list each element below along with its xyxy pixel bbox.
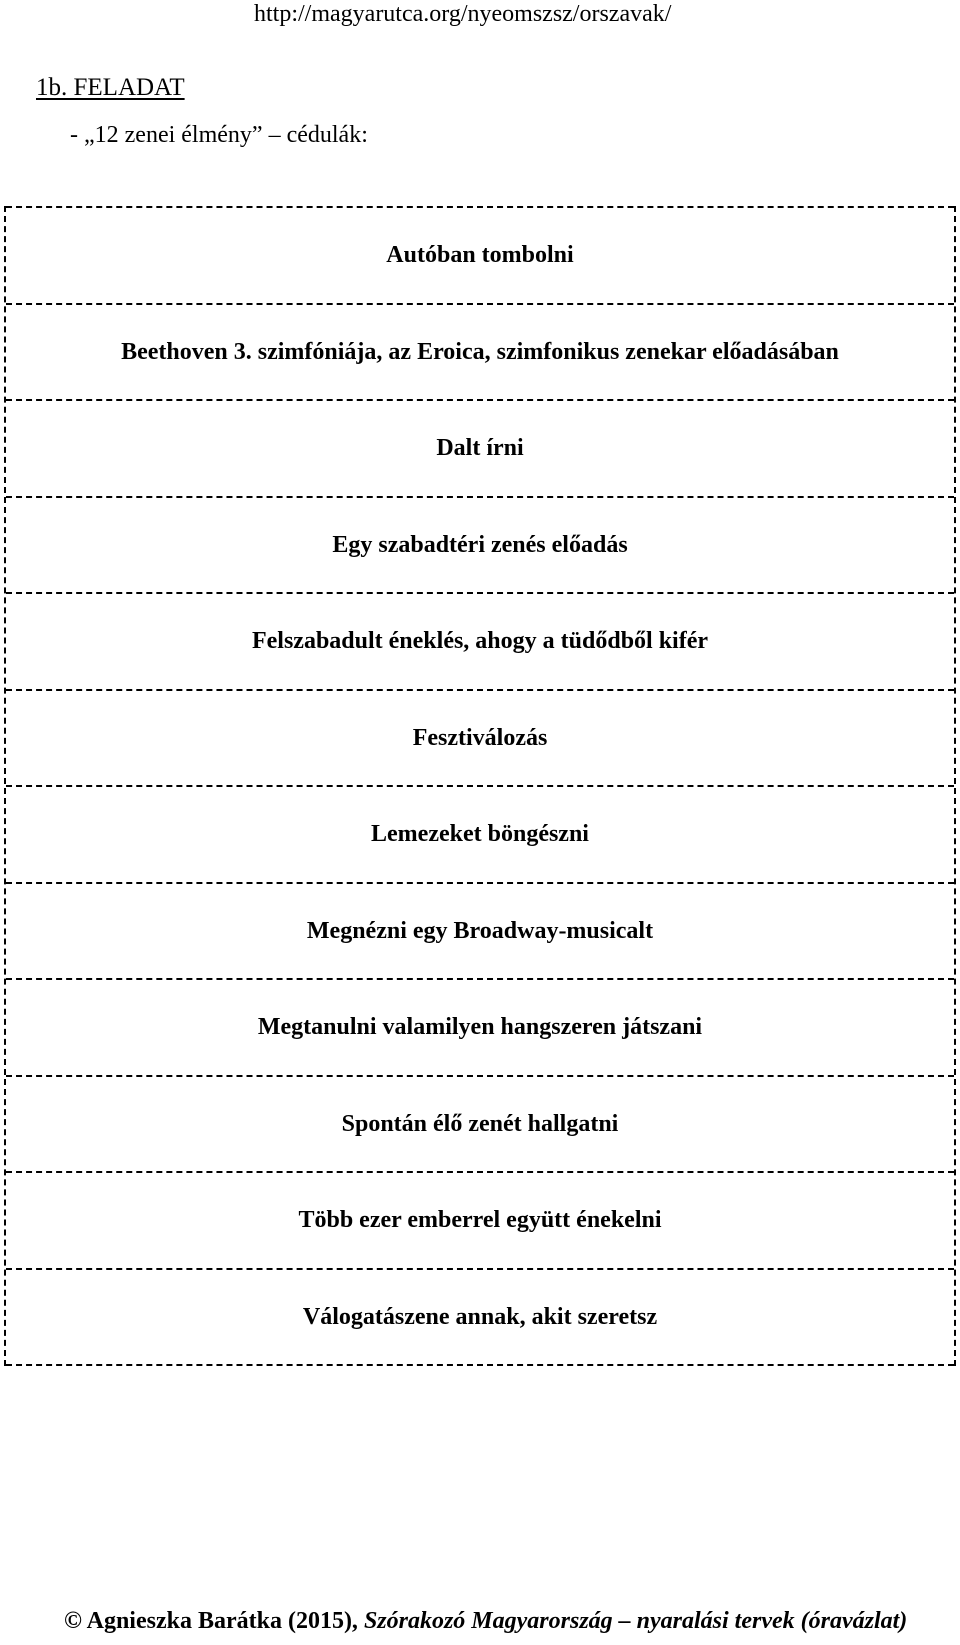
card-item: Fesztiválozás	[6, 689, 954, 786]
card-item: Autóban tombolni	[6, 206, 954, 303]
task-title: 1b. FELADAT	[36, 74, 185, 101]
footer-copyright: © Agnieszka Barátka (2015),	[64, 1608, 358, 1634]
card-item: Lemezeket böngészni	[6, 785, 954, 882]
card-item: Beethoven 3. szimfóniája, az Eroica, szimfonikus zenekar előadásában	[6, 303, 954, 400]
card-item: Dalt írni	[6, 399, 954, 496]
card-item: Spontán élő zenét hallgatni	[6, 1075, 954, 1172]
card-item: Válogatászene annak, akit szeretsz	[6, 1268, 954, 1367]
card-list	[4, 206, 956, 1366]
footer-credit	[64, 1607, 907, 1635]
card-item: Egy szabadtéri zenés előadás	[6, 496, 954, 593]
task-subtitle: - „12 zenei élmény” – cédulák:	[70, 122, 368, 148]
card-item: Felszabadult éneklés, ahogy a tüdődből kifér	[6, 592, 954, 689]
footer-book-title: Szórakozó Magyarország – nyaralási tervek (óravázlat)	[363, 1608, 908, 1634]
card-item: Több ezer emberrel együtt énekelni	[6, 1171, 954, 1268]
source-url: http://magyarutca.org/nyeomszsz/orszavak/	[254, 1, 672, 27]
card-item: Megtanulni valamilyen hangszeren játszani	[6, 978, 954, 1075]
card-item: Megnézni egy Broadway-musicalt	[6, 882, 954, 979]
